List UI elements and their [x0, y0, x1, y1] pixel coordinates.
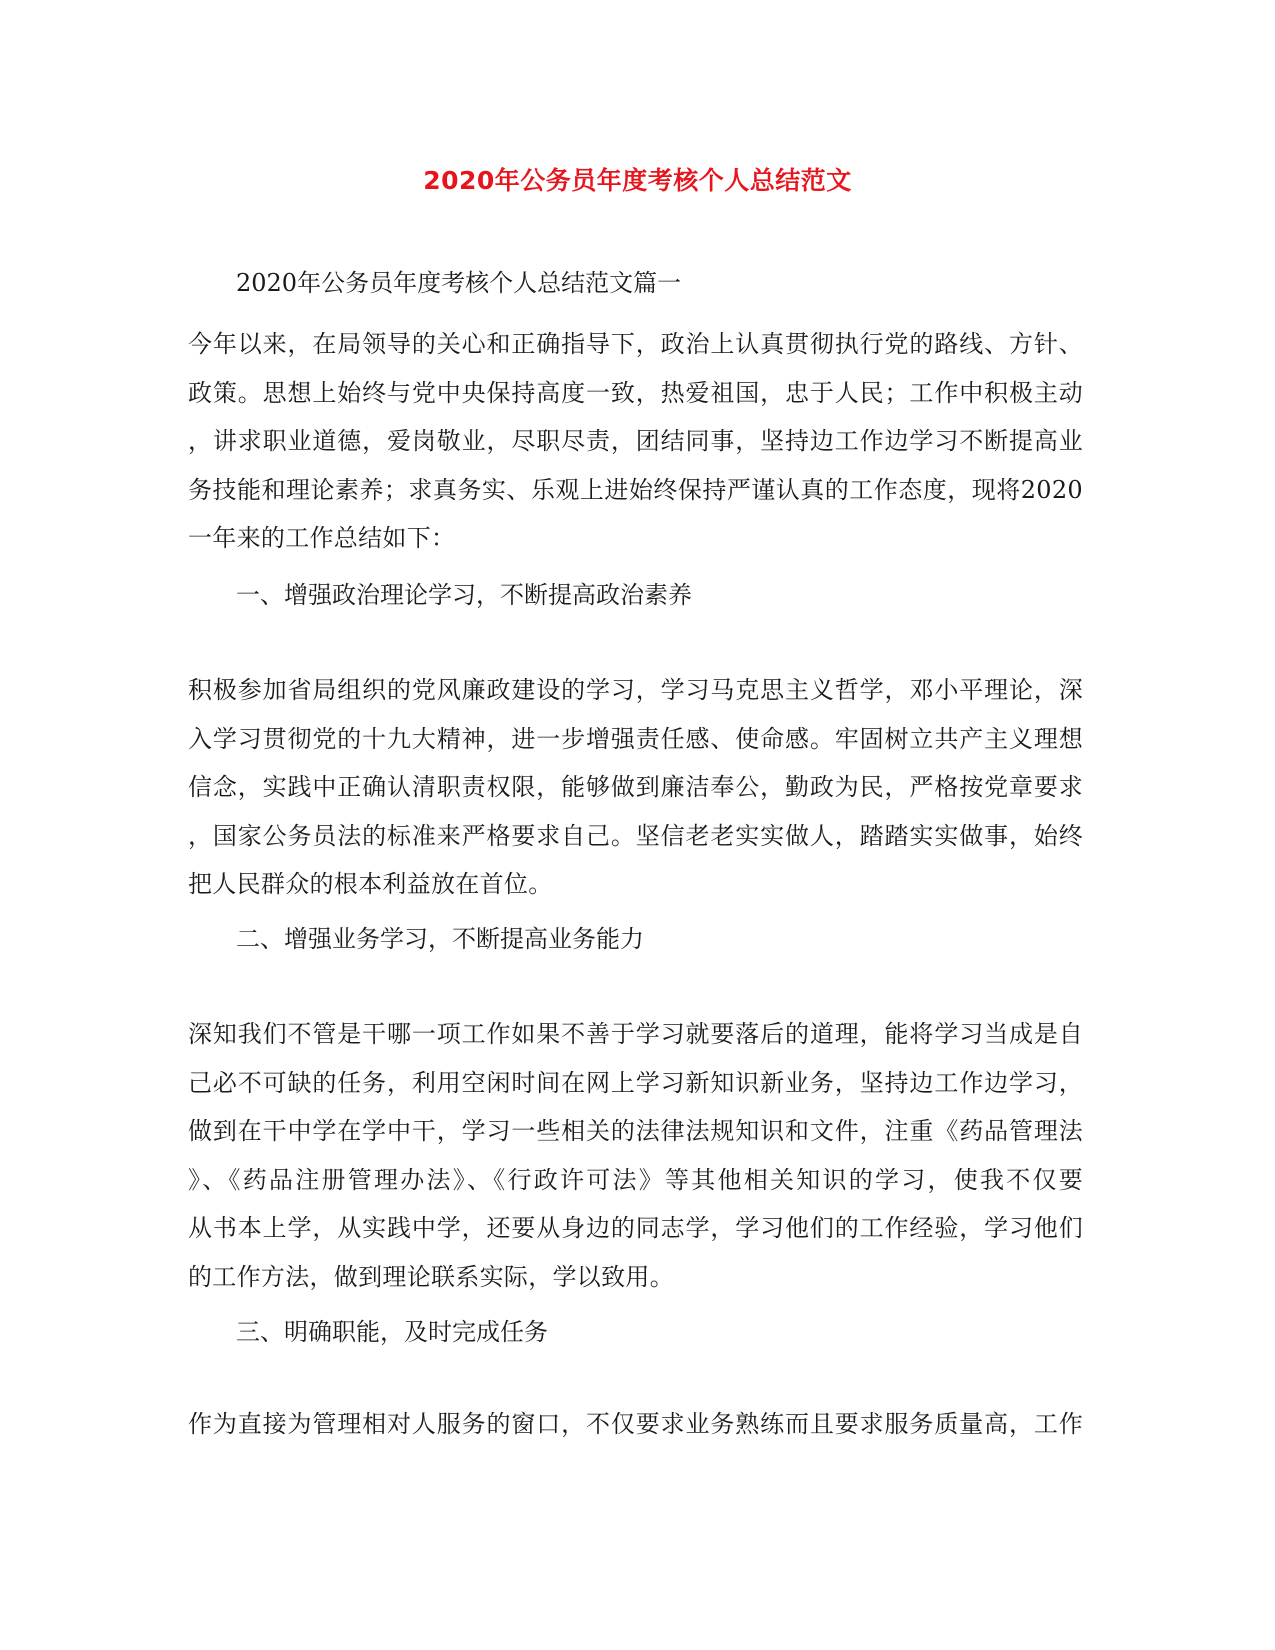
paragraph-1 — [188, 320, 1083, 563]
paragraph-line: 政策。思想上始终与党中央保持高度一致，热爱祖国，忠于人民；工作中积极主动 — [188, 378, 1083, 407]
paragraph-line: 积极参加省局组织的党风廉政建设的学习，学习马克思主义哲学，邓小平理论，深 — [188, 676, 1083, 704]
paragraph-line: 一年来的工作总结如下： — [188, 524, 456, 552]
paragraph-3 — [188, 1010, 1083, 1301]
paragraph-line: 的工作方法，做到理论联系实际，学以致用。 — [188, 1262, 674, 1291]
paragraph-line: ，国家公务员法的标准来严格要求自己。坚信老老实实做人，踏踏实实做事，始终 — [188, 821, 1083, 850]
paragraph-4 — [188, 1400, 1083, 1449]
document-title: 2020年公务员年度考核个人总结范文 — [423, 166, 852, 195]
section-heading-3: 三、明确职能，及时完成任务 — [236, 1318, 548, 1346]
paragraph-line: 今年以来，在局领导的关心和正确指导下，政治上认真贯彻执行党的路线、方针、 — [188, 330, 1083, 358]
paragraph-line: 务技能和理论素养；求真务实、乐观上进始终保持严谨认真的工作态度，现将2020 — [188, 475, 1083, 504]
paragraph-line: 深知我们不管是干哪一项工作如果不善于学习就要落后的道理，能将学习当成是自 — [188, 1020, 1083, 1048]
paragraph-line: ，讲求职业道德，爱岗敬业，尽职尽责，团结同事，坚持边工作边学习不断提高业 — [188, 427, 1083, 455]
paragraph-line: 信念，实践中正确认清职责权限，能够做到廉洁奉公，勤政为民，严格按党章要求 — [188, 773, 1083, 801]
document-subtitle: 2020年公务员年度考核个人总结范文篇一 — [236, 269, 682, 297]
paragraph-line: 》、《药品注册管理办法》、《行政许可法》等其他相关知识的学习，使我不仅要 — [188, 1165, 1083, 1194]
paragraph-line: 己必不可缺的任务，利用空闲时间在网上学习新知识新业务，坚持边工作边学习， — [188, 1068, 1083, 1097]
paragraph-2 — [188, 666, 1083, 909]
paragraph-line: 作为直接为管理相对人服务的窗口，不仅要求业务熟练而且要求服务质量高，工作 — [188, 1410, 1083, 1438]
paragraph-line: 入学习贯彻党的十九大精神，进一步增强责任感、使命感。牢固树立共产主义理想 — [188, 724, 1083, 753]
paragraph-line: 把人民群众的根本利益放在首位。 — [188, 870, 553, 898]
paragraph-line: 从书本上学，从实践中学，还要从身边的同志学，学习他们的工作经验，学习他们 — [188, 1214, 1083, 1242]
section-heading-1: 一、增强政治理论学习，不断提高政治素养 — [236, 581, 692, 609]
paragraph-line: 做到在干中学在学中干，学习一些相关的法律法规知识和文件，注重《药品管理法 — [188, 1117, 1083, 1145]
section-heading-2: 二、增强业务学习，不断提高业务能力 — [236, 925, 644, 953]
